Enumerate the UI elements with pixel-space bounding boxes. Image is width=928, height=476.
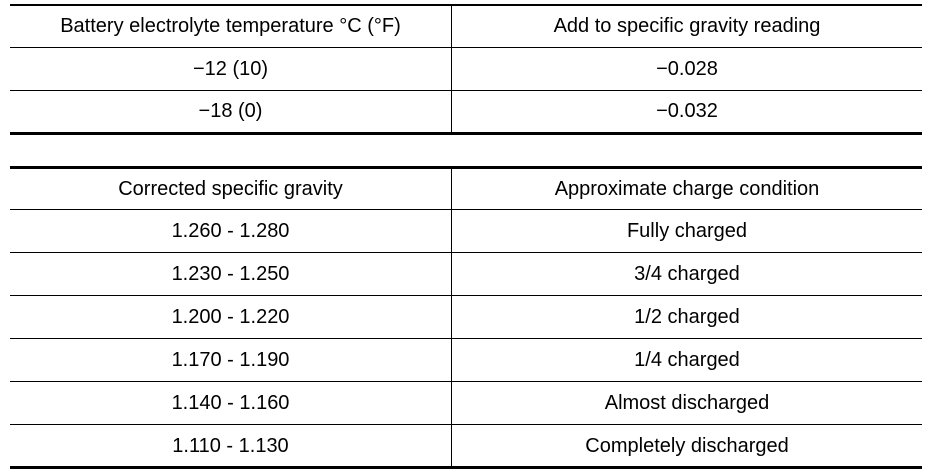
correction-cell: −0.028 — [656, 57, 718, 80]
condition-cell: 1/4 charged — [634, 349, 740, 371]
table-row — [10, 339, 922, 382]
header-cell-condition: Approximate charge condition — [554, 178, 820, 200]
table-row — [10, 210, 922, 253]
gravity-cell: 1.260 - 1.280 — [10, 210, 452, 253]
table-row — [10, 253, 922, 296]
header-cell-correction: Add to specific gravity reading — [553, 15, 821, 38]
table-row — [10, 47, 922, 90]
gravity-cell: 1.230 - 1.250 — [10, 253, 452, 296]
header-cell-temperature: Battery electrolyte temperature °C (°F) — [10, 5, 452, 47]
temperature-cell: −18 (0) — [10, 90, 452, 133]
table-row — [10, 296, 922, 339]
condition-cell: Almost discharged — [604, 392, 770, 414]
charge-condition-table — [10, 166, 922, 469]
condition-cell: Completely discharged — [585, 434, 789, 457]
gravity-cell: 1.110 - 1.130 — [10, 425, 452, 468]
temperature-cell: −12 (10) — [10, 47, 452, 90]
table-row — [10, 382, 922, 425]
gravity-cell: 1.200 - 1.220 — [10, 296, 452, 339]
gravity-cell: 1.170 - 1.190 — [10, 339, 452, 382]
condition-cell: Fully charged — [626, 220, 748, 242]
correction-cell: −0.032 — [656, 100, 718, 122]
header-cell-gravity: Corrected specific gravity — [10, 168, 452, 210]
table-row — [10, 425, 922, 468]
condition-cell: 1/2 charged — [634, 306, 740, 328]
gravity-cell: 1.140 - 1.160 — [10, 382, 452, 425]
table-header-row — [10, 168, 922, 210]
table-header-row — [10, 5, 922, 47]
table-row — [10, 90, 922, 133]
condition-cell: 3/4 charged — [634, 263, 740, 285]
temperature-correction-table — [10, 4, 922, 135]
